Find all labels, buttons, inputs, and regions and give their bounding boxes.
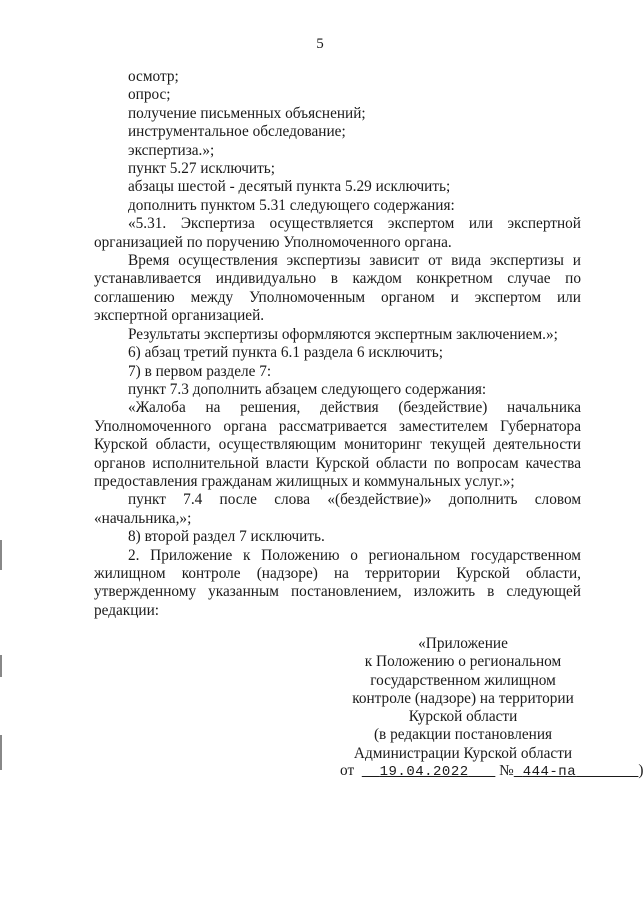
paragraph: Результаты экспертизы оформляются экспертным заключением.»;	[128, 325, 558, 343]
appendix-line: Администрации Курской области	[353, 744, 573, 762]
appendix-line: к Положению о региональном	[364, 653, 562, 671]
paragraph: 2. Приложение к Положению о региональном государственном жилищном контроле (надзоре) на территории Курской области, утвержденному указанным постановлением, изложить в следующей редакции:	[94, 546, 581, 619]
scan-edge-mark	[0, 735, 2, 770]
appendix-line: Курской области	[408, 708, 518, 726]
paragraph: экспертиза.»;	[128, 141, 215, 159]
paragraph: опрос;	[128, 86, 171, 104]
paragraph: 7) в первом разделе 7:	[128, 362, 272, 380]
appendix-line: государственном жилищном	[370, 671, 556, 689]
number-label: №	[499, 762, 514, 779]
paragraph: получение письменных объяснений;	[128, 104, 366, 122]
appendix-date-number	[340, 762, 644, 781]
paragraph: пункт 7.4 после слова «(бездействие)» дополнить словом «начальника,»;	[94, 491, 581, 527]
scan-edge-mark	[0, 540, 2, 570]
scan-edge-mark	[0, 655, 2, 677]
decree-date: 19.04.2022	[379, 764, 469, 780]
page-number: 5	[316, 36, 324, 52]
paragraph: 6) абзац третий пункта 6.1 раздела 6 исключить;	[128, 344, 444, 362]
paragraph: абзацы шестой - десятый пункта 5.29 исключить;	[128, 178, 451, 196]
body-text	[94, 68, 581, 620]
paragraph: инструментальное обследование;	[128, 123, 346, 141]
appendix-line: «Приложение	[418, 635, 508, 652]
appendix-line: (в редакции постановления	[373, 726, 553, 744]
closing-paren: )	[638, 762, 644, 779]
decree-number: 444-па	[522, 764, 577, 780]
paragraph: осмотр;	[128, 68, 179, 85]
paragraph: «Жалоба на решения, действия (бездействие) начальника Уполномоченного органа рассматривается заместителем Губернатора Курской области, осуществляющим мониторинг текущей деятельности органов исполнительной власти Курской области по вопросам качества предоставления гражданам жилищных и коммунальных услуг.»;	[94, 399, 581, 490]
from-label: от	[340, 762, 355, 779]
paragraph: 8) второй раздел 7 исключить.	[128, 528, 325, 546]
paragraph: пункт 5.27 исключить;	[128, 160, 276, 178]
paragraph: «5.31. Экспертиза осуществляется экспертом или экспертной организацией по поручению Уполномоченного органа.	[94, 215, 581, 251]
appendix-header	[336, 635, 590, 763]
paragraph: Время осуществления экспертизы зависит от вида экспертизы и устанавливается индивидуально в каждом конкретном случае по соглашению между Уполномоченным органом и экспертом или экспертной организацией.	[94, 252, 581, 325]
appendix-line: контроле (надзоре) на территории	[352, 689, 574, 707]
paragraph: дополнить пунктом 5.31 следующего содержания:	[128, 196, 455, 214]
paragraph: пункт 7.3 дополнить абзацем следующего содержания:	[128, 380, 487, 398]
